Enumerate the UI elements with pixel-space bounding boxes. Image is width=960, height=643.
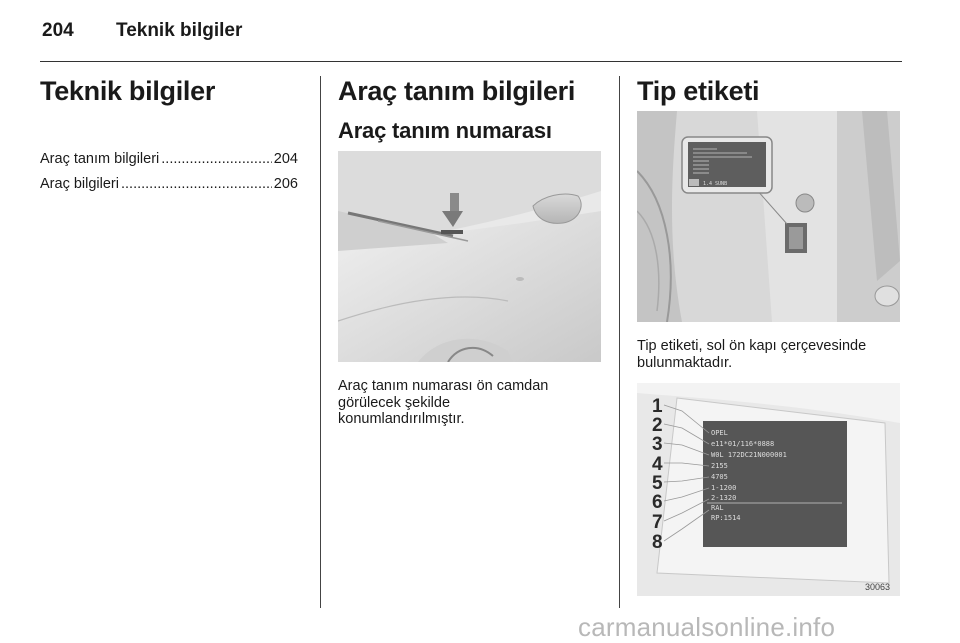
label-callout-number: 7 xyxy=(652,512,663,533)
page-number: 204 xyxy=(42,20,74,41)
label-line: W0L 172DC21N000001 xyxy=(711,451,787,459)
label-line: e11*01/116*0888 xyxy=(711,440,775,448)
vin-caption xyxy=(338,378,608,428)
door-frame-illustration xyxy=(637,111,900,322)
label-callout-number: 1 xyxy=(652,396,663,417)
type-label-caption-line: Tip etiketi, sol ön kapı çerçevesinde xyxy=(637,338,867,354)
type-label-caption-line: bulunmaktadır. xyxy=(637,354,733,371)
vin-caption-line: Araç tanım numarası ön camdan xyxy=(338,378,549,394)
label-line: 2-1320 xyxy=(711,494,737,502)
section-heading: Araç tanım bilgileri xyxy=(338,76,576,106)
toc-page: 206 xyxy=(273,176,298,192)
image-code: 30063 xyxy=(865,582,891,592)
toc-entry[interactable] xyxy=(40,151,298,167)
header-rule xyxy=(40,61,902,62)
label-line: 4705 xyxy=(711,473,728,481)
label-callout-number: 5 xyxy=(652,473,663,494)
column-divider-left xyxy=(320,76,321,608)
vin-caption-line: görülecek şekilde xyxy=(338,394,451,411)
vin-car-illustration xyxy=(338,151,601,362)
type-label-caption xyxy=(637,338,907,371)
label-callout-number: 8 xyxy=(652,532,663,553)
toc-leader xyxy=(161,151,272,167)
label-callout-number: 3 xyxy=(652,434,663,455)
label-line: RAL xyxy=(711,504,724,512)
label-small-text: 1.4 SUNB xyxy=(703,181,728,187)
type-label-detail-image xyxy=(637,383,900,596)
toc-label: Araç tanım bilgileri xyxy=(40,151,160,167)
chapter-heading: Teknik bilgiler xyxy=(40,76,216,106)
toc-page: 204 xyxy=(273,151,298,167)
label-line: 2155 xyxy=(711,462,728,470)
label-callout-number: 4 xyxy=(652,454,663,475)
toc-entry[interactable] xyxy=(40,176,298,192)
subsection-heading: Araç tanım numarası xyxy=(338,118,552,143)
toc-leader xyxy=(121,176,272,192)
toc-label: Araç bilgileri xyxy=(40,176,119,192)
label-callout-number: 6 xyxy=(652,492,663,513)
vin-location-image xyxy=(338,151,601,362)
header-title: Teknik bilgiler xyxy=(116,20,243,41)
label-line: OPEL xyxy=(711,429,728,437)
section-heading-type-label: Tip etiketi xyxy=(637,76,760,106)
vin-caption-line: konumlandırılmıştır. xyxy=(338,411,465,427)
label-line: RP:1514 xyxy=(711,514,741,522)
column-divider-right xyxy=(619,76,620,608)
type-label-closeup xyxy=(637,383,900,596)
type-label-location-image xyxy=(637,111,900,322)
watermark: carmanualsonline.info xyxy=(578,612,836,642)
label-line: 1-1200 xyxy=(711,484,737,492)
label-callout-number: 2 xyxy=(652,415,663,436)
